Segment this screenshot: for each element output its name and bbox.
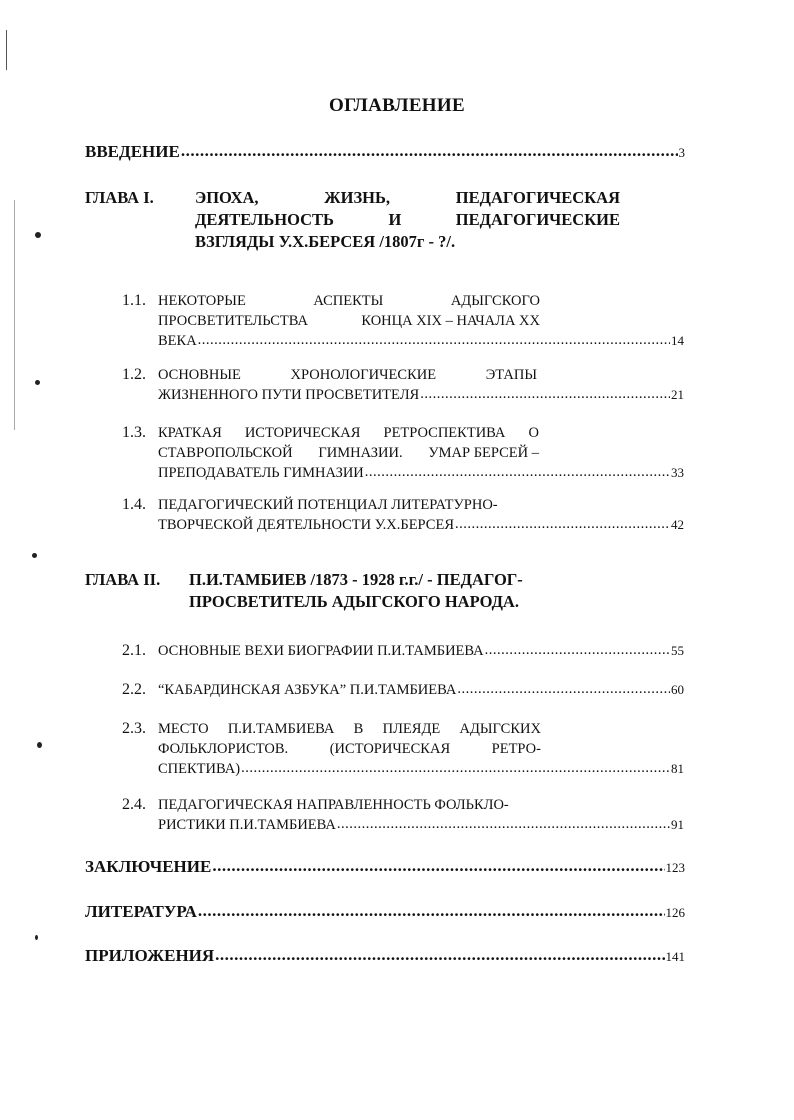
title-word: В	[353, 721, 364, 737]
title-word: ХРОНОЛОГИЧЕСКИЕ	[290, 367, 437, 383]
section-title-line	[158, 367, 537, 384]
section-title-end: ТВОРЧЕСКОЙ ДЕЯТЕЛЬНОСТИ У.Х.БЕРСЕЯ	[158, 517, 454, 533]
title-word: МЕСТО	[158, 721, 209, 737]
entry-label: ЛИТЕРАТУРА	[85, 902, 197, 921]
title-word: КРАТКАЯ	[158, 425, 222, 441]
dot-leader	[365, 464, 670, 481]
scan-speck	[32, 553, 37, 558]
dot-leader	[337, 816, 670, 833]
toc-section-2-4[interactable]	[122, 797, 684, 839]
title-word: РЕТРО-	[491, 741, 541, 757]
dot-leader	[212, 856, 664, 876]
section-leader-line	[158, 465, 684, 482]
title-word: П.И.ТАМБИЕВА	[227, 721, 335, 737]
section-leader-line	[158, 333, 684, 350]
chapter-1-heading[interactable]	[85, 188, 685, 258]
title-word: ПЕДАГОГИЧЕСКИЕ	[455, 210, 620, 229]
dot-leader	[215, 945, 664, 965]
section-number: 1.4.	[122, 496, 146, 513]
title-word: ОСНОВНЫЕ	[158, 367, 241, 383]
toc-entry-literature[interactable]	[85, 902, 685, 922]
section-leader-line	[158, 643, 684, 660]
title-word: АДЫГСКИХ	[459, 721, 541, 737]
entry-page-number: 81	[671, 761, 684, 776]
scan-edge-line	[6, 30, 7, 70]
section-number: 2.1.	[122, 642, 146, 659]
chapter-title-line: ПРОСВЕТИТЕЛЬ АДЫГСКОГО НАРОДА.	[189, 592, 519, 611]
title-word: РЕТРОСПЕКТИВА	[383, 425, 506, 441]
entry-label: ЗАКЛЮЧЕНИЕ	[85, 857, 212, 876]
entry-page-number: 60	[671, 682, 684, 697]
title-word: ЭПОХА,	[195, 188, 259, 207]
section-title-end: ПРЕПОДАВАТЕЛЬ ГИМНАЗИИ	[158, 465, 364, 481]
section-title-line	[158, 313, 540, 330]
toc-section-1-4[interactable]	[122, 497, 684, 539]
section-title-line	[158, 741, 541, 758]
chapter-2-heading[interactable]	[85, 570, 685, 616]
section-number: 1.1.	[122, 292, 146, 309]
section-leader-line	[158, 761, 684, 778]
section-title-line	[158, 721, 541, 738]
scan-edge-line	[14, 200, 15, 430]
toc-entry-conclusion[interactable]	[85, 857, 685, 877]
title-word: (ИСТОРИЧЕСКАЯ	[329, 741, 451, 757]
dot-leader	[198, 901, 665, 921]
section-title-line: ПЕДАГОГИЧЕСКАЯ НАПРАВЛЕННОСТЬ ФОЛЬКЛО-	[158, 797, 509, 813]
section-number: 1.2.	[122, 366, 146, 383]
section-title-line	[158, 293, 540, 310]
title-word: ГИМНАЗИИ.	[318, 445, 403, 461]
chapter-title-line: ВЗГЛЯДЫ У.Х.БЕРСЕЯ /1807г - ?/.	[195, 232, 456, 251]
section-number: 2.2.	[122, 681, 146, 698]
entry-label: ВВЕДЕНИЕ	[85, 142, 180, 161]
toc-title: ОГЛАВЛЕНИЕ	[329, 95, 465, 116]
entry-label: ПРИЛОЖЕНИЯ	[85, 946, 215, 965]
dot-leader	[420, 386, 670, 403]
scan-speck	[35, 232, 41, 238]
toc-section-1-3[interactable]	[122, 425, 684, 487]
title-word: КОНЦА XIX – НАЧАЛА XX	[361, 313, 540, 329]
entry-page-number: 33	[671, 465, 684, 480]
scan-speck	[35, 935, 38, 940]
section-number: 1.3.	[122, 424, 146, 441]
toc-section-2-3[interactable]	[122, 721, 684, 783]
scan-speck	[37, 742, 42, 748]
toc-entry-appendix[interactable]	[85, 946, 685, 966]
toc-section-2-1[interactable]	[122, 643, 684, 665]
title-word: НЕКОТОРЫЕ	[158, 293, 246, 309]
section-leader-line	[158, 682, 684, 699]
section-leader-line	[158, 817, 684, 834]
toc-entry-intro[interactable]	[85, 142, 685, 162]
title-word: ПЕДАГОГИЧЕСКАЯ	[455, 188, 620, 207]
title-word: ПРОСВЕТИТЕЛЬСТВА	[158, 313, 308, 329]
title-word: О	[528, 425, 539, 441]
section-title-end: ВЕКА	[158, 333, 197, 349]
entry-page-number: 21	[671, 387, 684, 402]
section-leader-line	[158, 517, 684, 534]
section-title-line	[158, 445, 539, 462]
chapter-title-line	[195, 210, 620, 230]
title-word: ФОЛЬКЛОРИСТОВ.	[158, 741, 289, 757]
toc-section-1-2[interactable]	[122, 367, 684, 409]
title-word: АСПЕКТЫ	[313, 293, 384, 309]
dot-leader	[457, 681, 670, 698]
entry-page-number: 14	[671, 333, 684, 348]
toc-section-2-2[interactable]	[122, 682, 684, 704]
dot-leader	[455, 516, 670, 533]
section-title-end: “КАБАРДИНСКАЯ АЗБУКА” П.И.ТАМБИЕВА	[158, 682, 457, 698]
chapter-title-line	[195, 188, 620, 208]
title-word: АДЫГСКОГО	[450, 293, 540, 309]
title-word: ЖИЗНЬ,	[324, 188, 391, 207]
section-number: 2.4.	[122, 796, 146, 813]
section-leader-line	[158, 387, 684, 404]
chapter-number: ГЛАВА II.	[85, 570, 161, 589]
title-word: УМАР БЕРСЕЙ –	[428, 445, 539, 461]
entry-page-number: 91	[671, 817, 684, 832]
chapter-title-line: П.И.ТАМБИЕВ /1873 - 1928 г.г./ - ПЕДАГОГ-	[189, 570, 523, 589]
section-title-end: ЖИЗНЕННОГО ПУТИ ПРОСВЕТИТЕЛЯ	[158, 387, 420, 403]
title-word: ПЛЕЯДЕ	[382, 721, 441, 737]
dot-leader	[485, 642, 670, 659]
entry-page-number: 42	[671, 517, 684, 532]
section-title-line: ПЕДАГОГИЧЕСКИЙ ПОТЕНЦИАЛ ЛИТЕРАТУРНО-	[158, 497, 498, 513]
section-number: 2.3.	[122, 720, 146, 737]
title-word: ИСТОРИЧЕСКАЯ	[244, 425, 361, 441]
scan-speck	[35, 380, 40, 385]
title-word: ДЕЯТЕЛЬНОСТЬ	[195, 210, 334, 229]
entry-page-number: 126	[665, 905, 685, 920]
entry-page-number: 3	[678, 145, 685, 160]
title-word: И	[388, 210, 402, 229]
entry-page-number: 141	[665, 949, 685, 964]
dot-leader	[198, 332, 670, 349]
section-title-end: ОСНОВНЫЕ ВЕХИ БИОГРАФИИ П.И.ТАМБИЕВА	[158, 643, 484, 659]
dot-leader	[181, 141, 678, 161]
title-word: ЭТАПЫ	[485, 367, 537, 383]
section-title-end: СПЕКТИВА)	[158, 761, 241, 777]
entry-page-number: 123	[665, 860, 685, 875]
section-title-end: РИСТИКИ П.И.ТАМБИЕВА	[158, 817, 336, 833]
dot-leader	[241, 760, 670, 777]
title-word: СТАВРОПОЛЬСКОЙ	[158, 445, 293, 461]
entry-page-number: 55	[671, 643, 684, 658]
section-title-line	[158, 425, 539, 442]
chapter-number: ГЛАВА I.	[85, 188, 154, 207]
toc-section-1-1[interactable]	[122, 293, 684, 355]
